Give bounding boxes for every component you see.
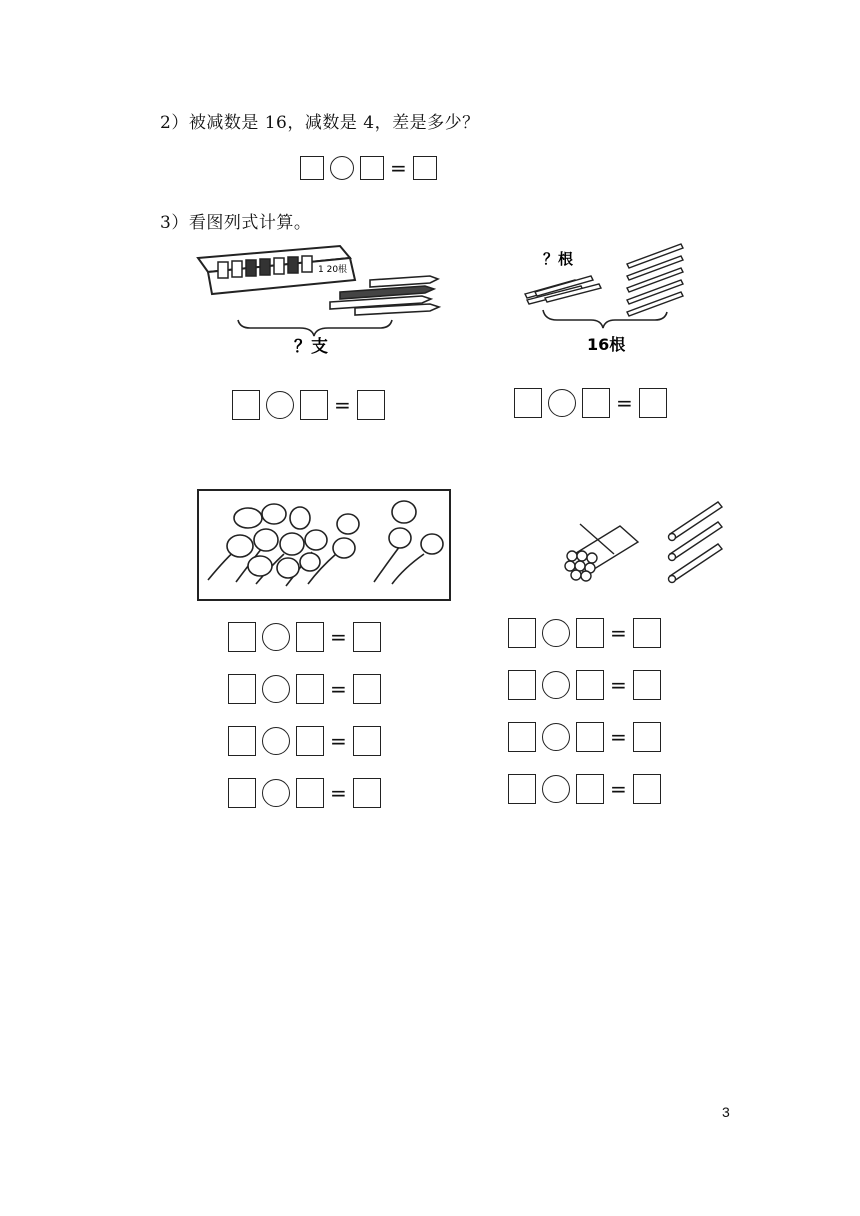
equals-sign: = (616, 391, 633, 415)
answer-box[interactable] (508, 774, 536, 804)
equals-sign: = (334, 393, 351, 417)
sticks-illustration (515, 236, 695, 356)
operator-circle[interactable] (330, 156, 354, 180)
operator-circle[interactable] (542, 723, 570, 751)
sticks-top-label: ？根 (543, 250, 574, 268)
answer-box[interactable] (576, 774, 604, 804)
answer-box[interactable] (353, 674, 381, 704)
pencil-box-label: 1 20根 (318, 265, 348, 275)
equals-sign: = (330, 729, 347, 753)
answer-box[interactable] (300, 156, 324, 180)
operator-circle[interactable] (542, 775, 570, 803)
equation-q2 (300, 156, 437, 180)
equation-left-4 (228, 778, 381, 808)
operator-circle[interactable] (542, 671, 570, 699)
equation-pic1 (232, 390, 385, 420)
page-number: 3 (722, 1104, 730, 1120)
answer-box[interactable] (353, 622, 381, 652)
equals-sign: = (330, 625, 347, 649)
bundle-sticks-illustration (558, 496, 728, 588)
pencil-caption: ？支 (294, 337, 328, 357)
equals-sign: = (330, 677, 347, 701)
operator-circle[interactable] (262, 675, 290, 703)
answer-box[interactable] (228, 726, 256, 756)
equals-sign: = (390, 156, 407, 180)
equation-right-4 (508, 774, 661, 804)
answer-box[interactable] (633, 670, 661, 700)
equation-right-2 (508, 670, 661, 700)
equals-sign: = (610, 777, 627, 801)
equals-sign: = (610, 621, 627, 645)
answer-box[interactable] (360, 156, 384, 180)
answer-box[interactable] (353, 726, 381, 756)
answer-box[interactable] (576, 618, 604, 648)
answer-box[interactable] (300, 390, 328, 420)
answer-box[interactable] (296, 726, 324, 756)
answer-box[interactable] (413, 156, 437, 180)
equation-pic2 (514, 388, 667, 418)
equation-left-1 (228, 622, 381, 652)
flowers-illustration (196, 488, 452, 602)
operator-circle[interactable] (262, 623, 290, 651)
answer-box[interactable] (633, 618, 661, 648)
answer-box[interactable] (296, 778, 324, 808)
equals-sign: = (610, 725, 627, 749)
equation-right-3 (508, 722, 661, 752)
operator-circle[interactable] (542, 619, 570, 647)
operator-circle[interactable] (266, 391, 294, 419)
answer-box[interactable] (508, 618, 536, 648)
answer-box[interactable] (228, 622, 256, 652)
answer-box[interactable] (228, 674, 256, 704)
operator-circle[interactable] (262, 779, 290, 807)
sticks-caption: 16根 (587, 335, 626, 354)
answer-box[interactable] (633, 774, 661, 804)
answer-box[interactable] (228, 778, 256, 808)
equals-sign: = (330, 781, 347, 805)
equation-left-2 (228, 674, 381, 704)
equals-sign: = (610, 673, 627, 697)
answer-box[interactable] (232, 390, 260, 420)
question-3-text: 3）看图列式计算。 (160, 213, 312, 233)
answer-box[interactable] (514, 388, 542, 418)
answer-box[interactable] (357, 390, 385, 420)
answer-box[interactable] (353, 778, 381, 808)
operator-circle[interactable] (548, 389, 576, 417)
equation-left-3 (228, 726, 381, 756)
answer-box[interactable] (582, 388, 610, 418)
answer-box[interactable] (633, 722, 661, 752)
answer-box[interactable] (508, 670, 536, 700)
answer-box[interactable] (508, 722, 536, 752)
question-2-text: 2）被减数是 16，减数是 4，差是多少？ (160, 113, 480, 133)
answer-box[interactable] (296, 674, 324, 704)
answer-box[interactable] (296, 622, 324, 652)
answer-box[interactable] (639, 388, 667, 418)
answer-box[interactable] (576, 670, 604, 700)
operator-circle[interactable] (262, 727, 290, 755)
answer-box[interactable] (576, 722, 604, 752)
equation-right-1 (508, 618, 661, 648)
pencil-box-illustration (190, 236, 450, 366)
